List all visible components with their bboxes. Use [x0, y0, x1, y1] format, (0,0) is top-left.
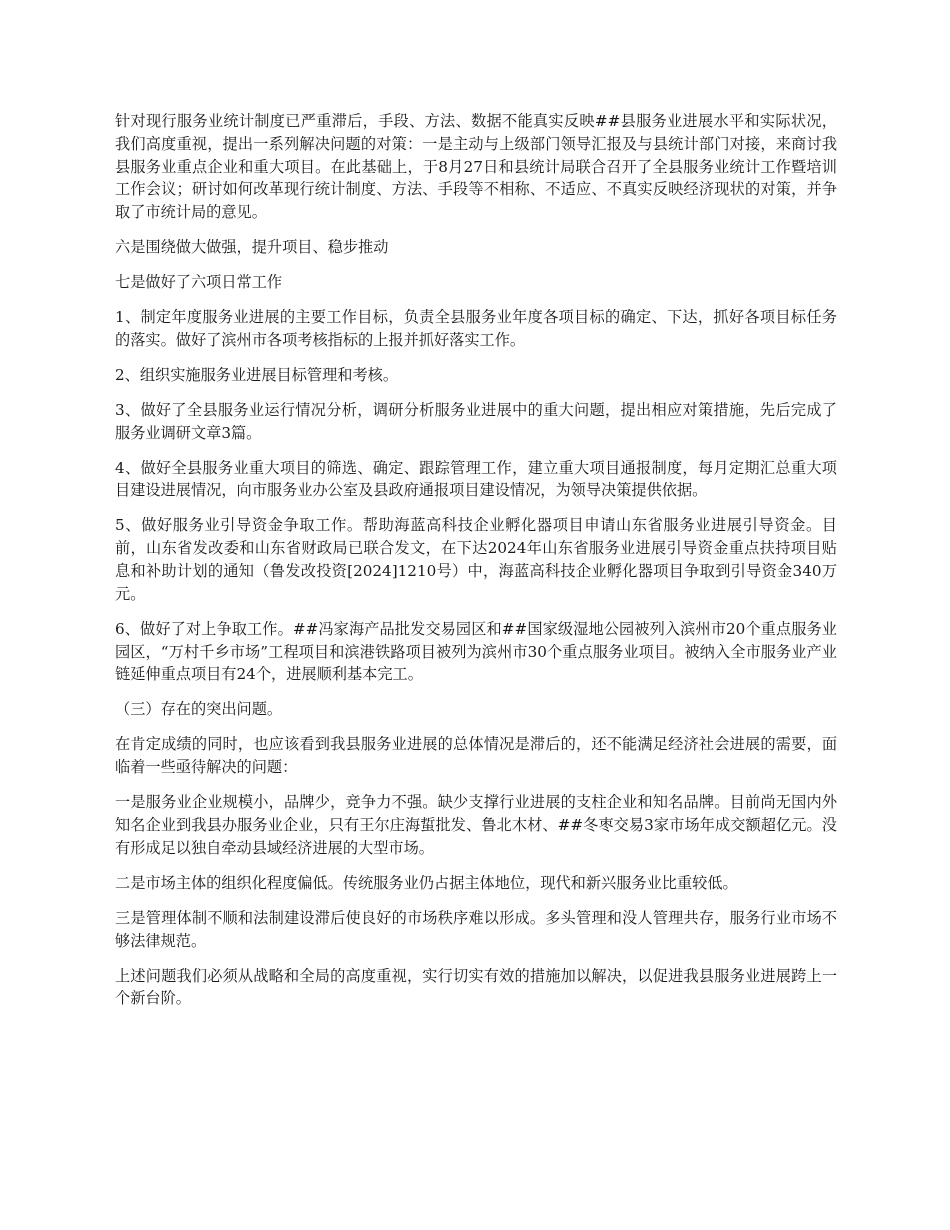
paragraph-point-seven: 七是做好了六项日常工作	[115, 273, 283, 292]
section-heading-problems: （三）存在的突出问题。	[115, 700, 283, 719]
list-item-1: 1、制定年度服务业进展的主要工作目标，负责全县服务业年度各项目标的确定、下达，抓好各项目标任务的落实。做好了滨州市各项考核指标的上报并抓好落实工作。	[115, 308, 837, 349]
paragraph-statistics-reform: 针对现行服务业统计制度已严重滞后，手段、方法、数据不能真实反映##县服务业进展水平和实际状况，我们高度重视，提出一系列解决问题的对策：一是主动与上级部门领导汇报及与县统计部门对接，来商讨我县服务业重点企业和重大项目。在此基础上，于8月27日和县统计局联合召开了全县服务业统计工作暨培训工作会议；研讨如何改革现行统计制度、方法、手段等不相称、不适应、不真实反映经济现状的对策，并争取了市统计局的意见。	[115, 112, 837, 222]
paragraph-problem-three: 三是管理体制不顺和法制建设滞后使良好的市场秩序难以形成。多头管理和没人管理共存，服务行业市场不够法律规范。	[115, 908, 837, 950]
paragraph-problems-intro: 在肯定成绩的同时，也应该看到我县服务业进展的总体情况是滞后的，还不能满足经济社会进展的需要，面临着一些亟待解决的问题：	[115, 735, 837, 777]
list-item-5: 5、做好服务业引导资金争取工作。帮助海蓝高科技企业孵化器项目申请山东省服务业进展引导资金。目前，山东省发改委和山东省财政局已联合发文，在下达2024年山东省服务业进展引导资金重点扶持项目贴息和补助计划的通知（鲁发改投资[2024]1210号）中，海蓝高科技企业孵化器项目争取到引导资金340万元。	[115, 516, 838, 603]
paragraph-point-six: 六是围绕做大做强，提升项目、稳步推动	[115, 238, 389, 257]
document-body	[115, 110, 837, 1022]
list-item-6: 6、做好了对上争取工作。##冯家海产品批发交易园区和##国家级湿地公园被列入滨州市20个重点服务业园区，“万村千乡市场”工程项目和滨港铁路项目被列为滨州市30个重点服务业项目。被纳入全市服务业产业链延伸重点项目有24个，进展顺利基本完工。	[115, 619, 837, 684]
list-item-4: 4、做好全县服务业重大项目的筛选、确定、跟踪管理工作，建立重大项目通报制度，每月定期汇总重大项目建设进展情况，向市服务业办公室及县政府通报项目建设情况，为领导决策提供依据。	[115, 458, 837, 500]
paragraph-problem-two: 二是市场主体的组织化程度偏低。传统服务业仍占据主体地位，现代和新兴服务业比重较低。	[115, 873, 738, 892]
paragraph-conclusion: 上述问题我们必须从战略和全局的高度重视，实行切实有效的措施加以解决，以促进我县服务业进展跨上一个新台阶。	[115, 966, 837, 1008]
list-item-3: 3、做好了全县服务业运行情况分析，调研分析服务业进展中的重大问题，提出相应对策措施，先后完成了服务业调研文章3篇。	[115, 400, 837, 442]
list-item-2: 2、组织实施服务业进展目标管理和考核。	[115, 365, 399, 384]
paragraph-problem-one: 一是服务业企业规模小，品牌少，竞争力不强。缺少支撑行业进展的支柱企业和知名品牌。目前尚无国内外知名企业到我县办服务业企业，只有王尔庄海蜇批发、鲁北木材、##冬枣交易3家市场年成交额超亿元。没有形成足以独自牵动县域经济进展的大型市场。	[115, 793, 837, 857]
